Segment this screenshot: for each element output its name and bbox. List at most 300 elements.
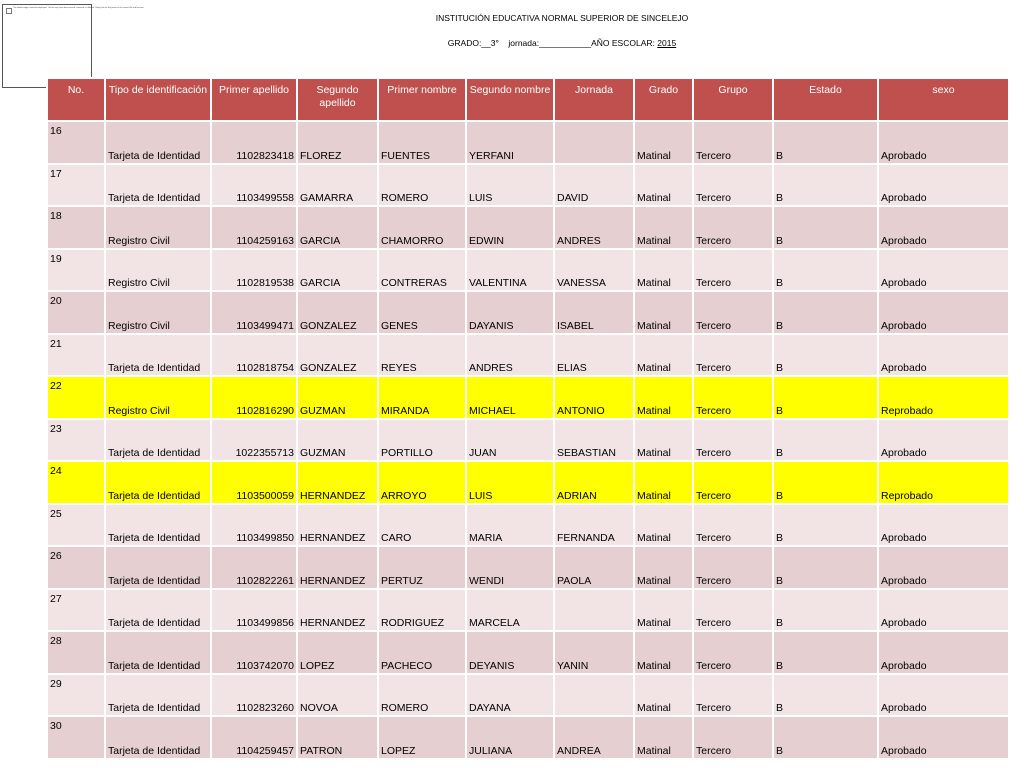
- cell-grupo-text: B: [776, 277, 784, 289]
- cell-id: [211, 419, 297, 462]
- cell-primer-apellido-text: HERNANDEZ: [300, 532, 366, 544]
- cell-grado: [693, 631, 773, 674]
- cell-grupo-text: B: [776, 192, 784, 204]
- cell-no-text: 30: [50, 720, 62, 732]
- cell-grupo: [773, 164, 878, 207]
- cell-segundo-nombre: [554, 291, 634, 334]
- cell-jornada-text: Matinal: [637, 447, 671, 459]
- cell-primer-apellido: [297, 206, 378, 249]
- cell-primer-apellido-text: GUZMAN: [300, 447, 346, 459]
- cell-grupo: [773, 121, 878, 164]
- cell-primer-nombre-text: VALENTINA: [469, 277, 527, 289]
- cell-grupo-text: B: [776, 149, 784, 162]
- cell-jornada-text: Matinal: [637, 574, 671, 587]
- cell-no-text: 18: [50, 210, 62, 222]
- cell-segundo-nombre: [554, 716, 634, 759]
- cell-tipo: [105, 716, 211, 759]
- cell-primer-apellido-text: LOPEZ: [300, 659, 335, 672]
- cell-grupo-text: B: [776, 362, 784, 374]
- cell-tipo: [105, 589, 211, 632]
- col-header-segundo-apellido: Segundo apellido: [297, 78, 378, 121]
- cell-jornada: [634, 716, 693, 759]
- cell-segundo-apellido-text: GENES: [381, 319, 418, 332]
- cell-primer-apellido: [297, 291, 378, 334]
- cell-grado-text: Tercero: [696, 362, 732, 374]
- cell-tipo: [105, 291, 211, 334]
- cell-segundo-nombre-text: VANESSA: [557, 277, 606, 289]
- cell-grupo-text: B: [776, 404, 784, 417]
- cell-segundo-apellido: [378, 121, 466, 164]
- table-row: [47, 716, 1009, 759]
- cell-segundo-apellido: [378, 376, 466, 419]
- cell-primer-nombre: [466, 716, 554, 759]
- cell-jornada-text: Matinal: [637, 659, 671, 672]
- table-row: [47, 334, 1009, 377]
- col-header-grado: Grado: [634, 78, 693, 121]
- cell-no: [47, 716, 105, 759]
- cell-primer-nombre: [466, 674, 554, 717]
- cell-id-text: 1102822261: [236, 574, 294, 587]
- cell-primer-nombre-text: LUIS: [469, 489, 493, 502]
- cell-primer-nombre-text: MICHAEL: [469, 404, 516, 417]
- cell-jornada-text: Matinal: [637, 744, 671, 757]
- table-row: [47, 674, 1009, 717]
- cell-segundo-apellido-text: ARROYO: [381, 489, 427, 502]
- cell-primer-apellido-text: HERNANDEZ: [300, 574, 366, 587]
- cell-segundo-nombre-text: ADRIAN: [557, 489, 597, 502]
- col-header-no: No.: [47, 78, 105, 121]
- cell-estado: [878, 334, 1009, 377]
- cell-estado: [878, 249, 1009, 292]
- cell-primer-apellido-text: HERNANDEZ: [300, 489, 366, 502]
- cell-id-text: 1103500059: [236, 489, 294, 502]
- cell-grado: [693, 249, 773, 292]
- cell-estado-text: Aprobado: [881, 234, 927, 247]
- col-header-grupo: Grupo: [693, 78, 773, 121]
- cell-primer-nombre: [466, 376, 554, 419]
- cell-id: [211, 376, 297, 419]
- table-row: [47, 546, 1009, 589]
- cell-grado-text: Tercero: [696, 532, 732, 544]
- cell-id-text: 1104259457: [236, 744, 294, 757]
- cell-jornada-text: Matinal: [637, 617, 671, 629]
- cell-grupo-text: B: [776, 659, 784, 672]
- cell-segundo-apellido: [378, 546, 466, 589]
- cell-primer-apellido: [297, 674, 378, 717]
- table-row: [47, 121, 1009, 164]
- cell-segundo-nombre: [554, 546, 634, 589]
- cell-segundo-apellido: [378, 504, 466, 547]
- cell-tipo-text: Registro Civil: [108, 234, 170, 247]
- cell-estado: [878, 164, 1009, 207]
- cell-primer-apellido-text: FLOREZ: [300, 149, 342, 162]
- table-row: [47, 419, 1009, 462]
- student-roster-table: [46, 77, 1010, 760]
- cell-segundo-nombre: [554, 589, 634, 632]
- col-header-segundo-nombre: Segundo nombre: [466, 78, 554, 121]
- cell-segundo-nombre: [554, 164, 634, 207]
- table-row: [47, 589, 1009, 632]
- cell-primer-nombre-text: WENDI: [469, 574, 504, 587]
- cell-primer-nombre-text: JULIANA: [469, 744, 513, 757]
- cell-tipo: [105, 164, 211, 207]
- cell-segundo-nombre-text: [557, 629, 631, 630]
- cell-tipo-text: Tarjeta de Identidad: [108, 532, 201, 544]
- cell-primer-apellido: [297, 716, 378, 759]
- cell-grado: [693, 674, 773, 717]
- cell-tipo: [105, 376, 211, 419]
- cell-segundo-nombre-text: ANDRES: [557, 234, 601, 247]
- cell-grupo: [773, 291, 878, 334]
- cell-tipo: [105, 334, 211, 377]
- cell-segundo-nombre-text: FERNANDA: [557, 532, 615, 544]
- cell-segundo-apellido-text: CHAMORRO: [381, 234, 444, 247]
- cell-segundo-apellido: [378, 206, 466, 249]
- cell-id: [211, 121, 297, 164]
- cell-segundo-nombre: [554, 121, 634, 164]
- cell-primer-nombre-text: JUAN: [469, 447, 497, 459]
- cell-estado-text: Reprobado: [881, 489, 933, 502]
- cell-segundo-nombre-text: SEBASTIAN: [557, 447, 616, 459]
- cell-grupo: [773, 206, 878, 249]
- cell-tipo: [105, 419, 211, 462]
- cell-jornada: [634, 291, 693, 334]
- cell-grado: [693, 546, 773, 589]
- cell-id-text: 1103499471: [236, 319, 294, 332]
- cell-jornada-text: Matinal: [637, 277, 671, 289]
- col-header-primer-apellido: Primer apellido: [211, 78, 297, 121]
- cell-segundo-apellido-text: CARO: [381, 532, 412, 544]
- cell-primer-nombre-text: MARIA: [469, 532, 503, 544]
- cell-id: [211, 164, 297, 207]
- cell-grado-text: Tercero: [696, 617, 732, 629]
- cell-grado-text: Tercero: [696, 447, 732, 459]
- cell-estado-text: Aprobado: [881, 532, 927, 544]
- cell-tipo: [105, 631, 211, 674]
- table-row: [47, 631, 1009, 674]
- broken-image-caption: The linked image cannot be displayed. The file may have been moved, renamed, or deleted. Verify that the link points to the correct file and location.: [13, 7, 145, 9]
- cell-no-text: 23: [50, 422, 62, 435]
- cell-id-text: 1022355713: [235, 447, 294, 459]
- cell-id: [211, 504, 297, 547]
- cell-jornada: [634, 164, 693, 207]
- cell-jornada: [634, 461, 693, 504]
- cell-no-text: 25: [50, 507, 62, 520]
- cell-primer-nombre: [466, 164, 554, 207]
- cell-id: [211, 334, 297, 377]
- cell-segundo-apellido-text: RODRIGUEZ: [381, 617, 444, 629]
- cell-primer-nombre: [466, 589, 554, 632]
- cell-grupo: [773, 334, 878, 377]
- cell-jornada-text: Matinal: [637, 404, 671, 417]
- cell-jornada: [634, 674, 693, 717]
- cell-grado: [693, 419, 773, 462]
- cell-no-text: 19: [50, 252, 62, 265]
- cell-segundo-nombre-text: ISABEL: [557, 319, 594, 332]
- cell-segundo-nombre-text: YANIN: [557, 659, 589, 672]
- cell-primer-nombre-text: DAYANA: [469, 702, 511, 714]
- cell-grado-text: Tercero: [696, 744, 732, 757]
- cell-estado-text: Aprobado: [881, 574, 927, 587]
- cell-estado-text: Aprobado: [881, 277, 927, 289]
- cell-estado: [878, 716, 1009, 759]
- cell-tipo-text: Tarjeta de Identidad: [108, 702, 201, 714]
- cell-primer-apellido: [297, 121, 378, 164]
- cell-segundo-apellido-text: PERTUZ: [381, 574, 423, 587]
- cell-tipo-text: Tarjeta de Identidad: [108, 447, 201, 459]
- cell-segundo-apellido: [378, 419, 466, 462]
- cell-jornada: [634, 504, 693, 547]
- cell-id-text: 1103499850: [236, 532, 294, 544]
- cell-primer-apellido-text: GONZALEZ: [300, 319, 357, 332]
- document-subtitle: [100, 38, 1024, 48]
- cell-segundo-nombre: [554, 461, 634, 504]
- cell-jornada: [634, 334, 693, 377]
- cell-no-text: 29: [50, 677, 62, 690]
- cell-tipo-text: Registro Civil: [108, 277, 170, 289]
- cell-tipo-text: Tarjeta de Identidad: [108, 192, 201, 204]
- cell-estado-text: Aprobado: [881, 447, 927, 459]
- cell-primer-nombre: [466, 291, 554, 334]
- cell-id: [211, 249, 297, 292]
- cell-no: [47, 334, 105, 377]
- cell-grado-text: Tercero: [696, 319, 732, 332]
- col-header-sexo: sexo: [878, 78, 1009, 121]
- cell-segundo-apellido: [378, 291, 466, 334]
- cell-id: [211, 546, 297, 589]
- cell-segundo-nombre: [554, 419, 634, 462]
- cell-segundo-apellido-text: ROMERO: [381, 192, 429, 204]
- cell-primer-apellido: [297, 249, 378, 292]
- cell-grupo: [773, 631, 878, 674]
- cell-segundo-apellido: [378, 164, 466, 207]
- cell-primer-nombre: [466, 334, 554, 377]
- cell-tipo-text: Tarjeta de Identidad: [108, 149, 201, 162]
- cell-grado: [693, 206, 773, 249]
- cell-estado-text: Aprobado: [881, 319, 927, 332]
- cell-grupo: [773, 546, 878, 589]
- cell-jornada: [634, 206, 693, 249]
- cell-primer-nombre: [466, 121, 554, 164]
- col-header-estado: Estado: [773, 78, 878, 121]
- cell-estado: [878, 504, 1009, 547]
- cell-tipo-text: Tarjeta de Identidad: [108, 659, 201, 672]
- cell-estado: [878, 546, 1009, 589]
- jornada-label: jornada:: [508, 38, 540, 48]
- cell-id: [211, 631, 297, 674]
- cell-primer-apellido: [297, 546, 378, 589]
- cell-grupo: [773, 376, 878, 419]
- cell-grado-text: Tercero: [696, 574, 732, 587]
- cell-primer-nombre-text: DAYANIS: [469, 319, 514, 332]
- cell-jornada-text: Matinal: [637, 702, 671, 714]
- cell-grado-text: Tercero: [696, 489, 732, 502]
- cell-jornada: [634, 249, 693, 292]
- institution-logo-placeholder: [2, 4, 145, 88]
- cell-segundo-apellido: [378, 631, 466, 674]
- cell-estado: [878, 674, 1009, 717]
- cell-segundo-apellido: [378, 589, 466, 632]
- cell-segundo-apellido-text: CONTRERAS: [381, 277, 447, 289]
- cell-no-text: 22: [50, 380, 62, 392]
- cell-estado-text: Aprobado: [881, 149, 927, 162]
- cell-segundo-nombre-text: DAVID: [557, 192, 589, 204]
- cell-id-text: 1102819538: [236, 277, 294, 289]
- anio-label: AÑO ESCOLAR:: [591, 38, 655, 48]
- cell-grado: [693, 716, 773, 759]
- cell-grupo-text: B: [776, 319, 784, 332]
- cell-grupo: [773, 716, 878, 759]
- cell-tipo-text: Tarjeta de Identidad: [108, 362, 201, 374]
- table-row: [47, 164, 1009, 207]
- cell-grado: [693, 589, 773, 632]
- cell-no: [47, 631, 105, 674]
- cell-segundo-nombre: [554, 631, 634, 674]
- cell-grado: [693, 164, 773, 207]
- table-row: [47, 249, 1009, 292]
- cell-segundo-nombre-text: ANTONIO: [557, 404, 605, 417]
- cell-jornada-text: Matinal: [637, 319, 671, 332]
- cell-estado: [878, 461, 1009, 504]
- cell-tipo-text: Tarjeta de Identidad: [108, 744, 201, 757]
- cell-no: [47, 546, 105, 589]
- cell-no-text: 21: [50, 337, 62, 350]
- cell-grado-text: Tercero: [696, 277, 732, 289]
- cell-tipo: [105, 249, 211, 292]
- cell-no: [47, 674, 105, 717]
- cell-segundo-nombre: [554, 249, 634, 292]
- cell-grado: [693, 291, 773, 334]
- col-header-jornada: Jornada: [554, 78, 634, 121]
- cell-tipo-text: Registro Civil: [108, 319, 170, 332]
- cell-estado-text: Aprobado: [881, 702, 927, 714]
- cell-grupo-text: B: [776, 447, 784, 459]
- cell-grupo-text: B: [776, 617, 784, 629]
- cell-segundo-apellido: [378, 716, 466, 759]
- cell-no-text: 26: [50, 550, 62, 562]
- cell-no-text: 20: [50, 295, 62, 307]
- cell-tipo: [105, 546, 211, 589]
- cell-jornada-text: Matinal: [637, 149, 671, 162]
- cell-no: [47, 164, 105, 207]
- table-row: [47, 376, 1009, 419]
- cell-no: [47, 504, 105, 547]
- cell-estado-text: Reprobado: [881, 404, 933, 417]
- cell-estado-text: Aprobado: [881, 744, 927, 757]
- anio-value: 2015: [657, 38, 677, 48]
- cell-jornada-text: Matinal: [637, 234, 671, 247]
- cell-no: [47, 121, 105, 164]
- cell-segundo-nombre-text: ELIAS: [557, 362, 587, 374]
- col-header-tipo: Tipo de identificación: [105, 78, 211, 121]
- table-row: [47, 206, 1009, 249]
- cell-grupo-text: B: [776, 744, 784, 757]
- cell-jornada: [634, 631, 693, 674]
- cell-estado: [878, 376, 1009, 419]
- cell-id: [211, 674, 297, 717]
- cell-id-text: 1102816290: [236, 404, 294, 417]
- cell-grado-text: Tercero: [696, 702, 732, 714]
- cell-primer-nombre-text: MARCELA: [469, 617, 520, 629]
- cell-primer-nombre: [466, 249, 554, 292]
- cell-primer-nombre-text: DEYANIS: [469, 659, 515, 672]
- cell-estado: [878, 631, 1009, 674]
- cell-jornada-text: Matinal: [637, 489, 671, 502]
- cell-estado-text: Aprobado: [881, 659, 927, 672]
- institution-title: INSTITUCIÓN EDUCATIVA NORMAL SUPERIOR DE SINCELEJO: [435, 13, 689, 23]
- cell-grupo: [773, 461, 878, 504]
- cell-estado-text: Aprobado: [881, 362, 927, 374]
- cell-id: [211, 716, 297, 759]
- cell-primer-nombre: [466, 419, 554, 462]
- cell-estado: [878, 419, 1009, 462]
- cell-no: [47, 419, 105, 462]
- cell-segundo-apellido: [378, 674, 466, 717]
- cell-no-text: 27: [50, 592, 62, 605]
- cell-primer-apellido: [297, 419, 378, 462]
- broken-image-icon: [6, 8, 12, 14]
- cell-tipo: [105, 461, 211, 504]
- cell-jornada: [634, 546, 693, 589]
- cell-grado: [693, 334, 773, 377]
- cell-primer-nombre-text: ANDRES: [469, 362, 513, 374]
- grado-label: GRADO:: [447, 38, 482, 48]
- cell-estado: [878, 291, 1009, 334]
- cell-estado-text: Aprobado: [881, 192, 927, 204]
- cell-no: [47, 291, 105, 334]
- cell-jornada: [634, 589, 693, 632]
- cell-tipo-text: Registro Civil: [108, 404, 170, 417]
- cell-segundo-apellido-text: REYES: [381, 362, 417, 374]
- cell-segundo-nombre: [554, 504, 634, 547]
- cell-primer-apellido: [297, 589, 378, 632]
- cell-jornada-text: Matinal: [637, 362, 671, 374]
- grado-value: __3°: [481, 38, 499, 48]
- cell-segundo-apellido-text: FUENTES: [381, 149, 431, 162]
- table-row: [47, 291, 1009, 334]
- cell-grado-text: Tercero: [696, 234, 732, 247]
- col-header-primer-nombre: Primer nombre: [378, 78, 466, 121]
- cell-primer-nombre: [466, 504, 554, 547]
- cell-estado: [878, 206, 1009, 249]
- cell-id-text: 1102823418: [236, 149, 294, 162]
- cell-primer-apellido: [297, 504, 378, 547]
- cell-no: [47, 461, 105, 504]
- cell-tipo-text: Tarjeta de Identidad: [108, 574, 201, 587]
- cell-id: [211, 206, 297, 249]
- cell-primer-apellido: [297, 334, 378, 377]
- cell-primer-apellido: [297, 376, 378, 419]
- cell-primer-apellido-text: GONZALEZ: [300, 362, 357, 374]
- cell-primer-apellido-text: GARCIA: [300, 277, 341, 289]
- cell-no: [47, 376, 105, 419]
- cell-grupo: [773, 419, 878, 462]
- cell-grado: [693, 504, 773, 547]
- cell-no-text: 28: [50, 635, 62, 647]
- cell-jornada: [634, 419, 693, 462]
- cell-primer-apellido: [297, 461, 378, 504]
- cell-segundo-nombre: [554, 206, 634, 249]
- cell-grado: [693, 461, 773, 504]
- cell-segundo-nombre: [554, 376, 634, 419]
- cell-no: [47, 206, 105, 249]
- cell-tipo: [105, 504, 211, 547]
- table-header-row: [47, 78, 1009, 121]
- table-row: [47, 504, 1009, 547]
- cell-primer-apellido: [297, 631, 378, 674]
- cell-tipo: [105, 206, 211, 249]
- cell-primer-nombre: [466, 631, 554, 674]
